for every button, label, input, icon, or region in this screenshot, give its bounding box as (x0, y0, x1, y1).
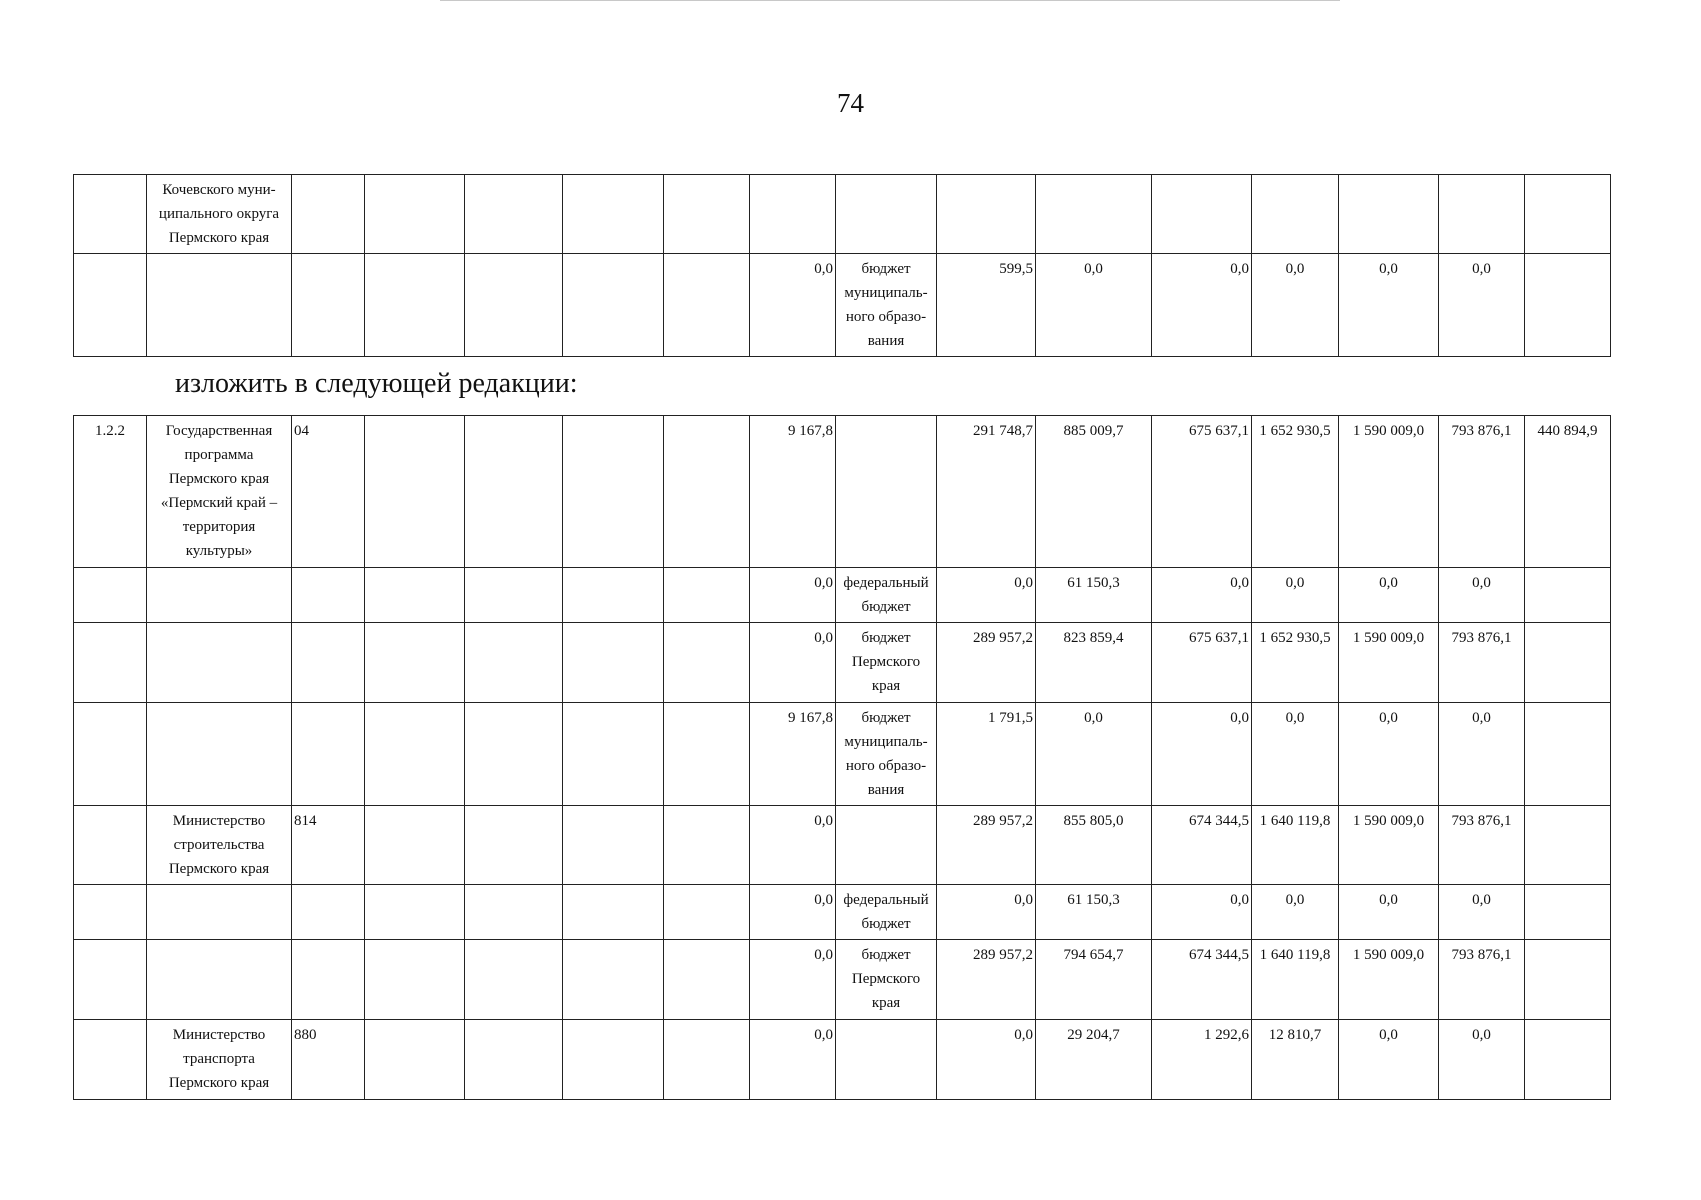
old-table-cell (1339, 175, 1439, 254)
new-table-row (74, 623, 1611, 703)
new-table-cell (465, 1020, 563, 1100)
new-table-row (74, 703, 1611, 806)
new-table-row (74, 806, 1611, 885)
new-table-cell: 0,0 (1439, 568, 1525, 623)
old-table-cell (365, 254, 465, 357)
new-table-cell (365, 940, 465, 1020)
old-table-cell (1439, 175, 1525, 254)
new-table-cell: 0,0 (750, 806, 836, 885)
new-table-cell: 814 (292, 806, 365, 885)
old-table-cell (1525, 254, 1611, 357)
new-table-cell: Министерство транспорта Пермского края (147, 1020, 292, 1100)
new-version-table (73, 415, 1611, 1100)
top-edge-line (440, 0, 1340, 1)
new-table-cell: федеральный бюджет (836, 568, 937, 623)
new-table-cell (563, 806, 664, 885)
new-table-cell: 291 748,7 (937, 416, 1036, 568)
new-table-cell: 0,0 (1439, 703, 1525, 806)
old-table-cell: бюджет муниципаль-ного образо-вания (836, 254, 937, 357)
new-table-row (74, 416, 1611, 568)
new-table-cell (365, 806, 465, 885)
old-table-cell (664, 175, 750, 254)
new-table-cell (563, 940, 664, 1020)
new-table-cell: 0,0 (1252, 703, 1339, 806)
new-table-cell (563, 703, 664, 806)
old-version-table (73, 174, 1611, 357)
old-table-cell (74, 175, 147, 254)
new-table-cell: 0,0 (750, 885, 836, 940)
old-table-cell (365, 175, 465, 254)
old-table-row (74, 254, 1611, 357)
new-table-cell (664, 1020, 750, 1100)
new-table-cell (664, 885, 750, 940)
new-table-cell: 793 876,1 (1439, 806, 1525, 885)
new-table-cell (292, 885, 365, 940)
new-table-cell: 0,0 (1152, 703, 1252, 806)
new-table-cell (465, 885, 563, 940)
old-table-cell (465, 254, 563, 357)
new-table-cell: 0,0 (1339, 703, 1439, 806)
new-table-cell (465, 623, 563, 703)
old-table-cell (147, 254, 292, 357)
new-table-cell: 0,0 (937, 885, 1036, 940)
new-table-cell (74, 703, 147, 806)
new-table-cell: 289 957,2 (937, 940, 1036, 1020)
new-table-cell: Министерство строительства Пермского края (147, 806, 292, 885)
new-table-cell: 880 (292, 1020, 365, 1100)
new-table-cell: 0,0 (1439, 885, 1525, 940)
new-table-cell: 675 637,1 (1152, 623, 1252, 703)
new-table-cell (365, 885, 465, 940)
new-table-cell (74, 940, 147, 1020)
old-table-cell (74, 254, 147, 357)
old-table-cell (563, 254, 664, 357)
new-table-cell: 1 652 930,5 (1252, 416, 1339, 568)
new-table-cell: 0,0 (750, 568, 836, 623)
new-table-cell: 0,0 (1339, 1020, 1439, 1100)
page-number: 74 (837, 88, 864, 118)
new-table-cell: 289 957,2 (937, 623, 1036, 703)
old-table-cell (1152, 175, 1252, 254)
new-table-cell (563, 623, 664, 703)
new-table-cell (1525, 1020, 1611, 1100)
new-table-row (74, 1020, 1611, 1100)
new-table-cell (147, 703, 292, 806)
new-table-cell: 9 167,8 (750, 416, 836, 568)
amendment-heading: изложить в следующей редакции: (175, 368, 578, 399)
old-table-cell (563, 175, 664, 254)
new-table-cell (74, 623, 147, 703)
new-table-cell: 674 344,5 (1152, 940, 1252, 1020)
old-table-cell: 0,0 (1036, 254, 1152, 357)
old-table-cell (664, 254, 750, 357)
new-table-cell (664, 623, 750, 703)
new-table-cell: 9 167,8 (750, 703, 836, 806)
new-table-cell: 1 590 009,0 (1339, 806, 1439, 885)
old-table-cell: 0,0 (1252, 254, 1339, 357)
new-table-cell: 1 640 119,8 (1252, 806, 1339, 885)
new-table-cell: бюджет Пермского края (836, 940, 937, 1020)
new-table-cell: 0,0 (1152, 885, 1252, 940)
old-table-cell: 0,0 (1439, 254, 1525, 357)
new-table-cell: 1 640 119,8 (1252, 940, 1339, 1020)
new-table-cell: 0,0 (1439, 1020, 1525, 1100)
new-table-cell: 1.2.2 (74, 416, 147, 568)
new-table-cell (664, 416, 750, 568)
new-table-cell: 61 150,3 (1036, 885, 1152, 940)
new-table-cell (836, 416, 937, 568)
new-table-cell: Государственная программа Пермского края «Пермский край – территория культуры» (147, 416, 292, 568)
new-table-cell: 0,0 (750, 623, 836, 703)
new-table-cell: 0,0 (750, 1020, 836, 1100)
new-table-cell: 1 292,6 (1152, 1020, 1252, 1100)
new-table-cell (292, 623, 365, 703)
new-table-cell (74, 1020, 147, 1100)
new-table-cell: 289 957,2 (937, 806, 1036, 885)
new-table-cell (74, 568, 147, 623)
new-table-cell (465, 703, 563, 806)
new-table-cell: 0,0 (1339, 568, 1439, 623)
new-table-cell (365, 703, 465, 806)
new-table-cell (664, 703, 750, 806)
new-table-cell: 855 805,0 (1036, 806, 1152, 885)
old-table-cell (1525, 175, 1611, 254)
new-table-cell (563, 416, 664, 568)
new-table-cell: 1 590 009,0 (1339, 940, 1439, 1020)
new-table-cell (465, 940, 563, 1020)
new-table-cell: 675 637,1 (1152, 416, 1252, 568)
new-table-cell: 0,0 (1036, 703, 1152, 806)
new-table-row (74, 885, 1611, 940)
old-table-cell: 0,0 (1152, 254, 1252, 357)
new-table-cell: 0,0 (937, 1020, 1036, 1100)
new-table-cell (1525, 885, 1611, 940)
new-table-cell: 04 (292, 416, 365, 568)
new-table-cell: 794 654,7 (1036, 940, 1152, 1020)
new-table-cell (147, 885, 292, 940)
new-table-cell (465, 416, 563, 568)
new-table-cell: 823 859,4 (1036, 623, 1152, 703)
new-table-cell: федеральный бюджет (836, 885, 937, 940)
new-table-cell (1525, 568, 1611, 623)
new-table-cell: 793 876,1 (1439, 416, 1525, 568)
new-table-cell: 793 876,1 (1439, 940, 1525, 1020)
new-table-cell (292, 703, 365, 806)
new-table-cell (465, 806, 563, 885)
new-table-cell: 29 204,7 (1036, 1020, 1152, 1100)
old-table-cell (465, 175, 563, 254)
new-table-cell (1525, 623, 1611, 703)
new-table-cell: 0,0 (1252, 568, 1339, 623)
old-table-cell: 0,0 (750, 254, 836, 357)
old-table-cell (1252, 175, 1339, 254)
new-table-cell: 61 150,3 (1036, 568, 1152, 623)
old-table-cell: Кочевского муни-ципального округа Пермского края (147, 175, 292, 254)
new-table-cell (1525, 703, 1611, 806)
new-table-cell: бюджет Пермского края (836, 623, 937, 703)
old-table-cell (937, 175, 1036, 254)
new-table-cell: 0,0 (1252, 885, 1339, 940)
new-table-cell (365, 1020, 465, 1100)
old-table-cell: 599,5 (937, 254, 1036, 357)
new-table-cell: 674 344,5 (1152, 806, 1252, 885)
new-table-cell: 1 791,5 (937, 703, 1036, 806)
new-table-cell: 885 009,7 (1036, 416, 1152, 568)
old-table-cell: 0,0 (1339, 254, 1439, 357)
new-table-cell (365, 623, 465, 703)
new-table-cell (365, 568, 465, 623)
new-table-cell (365, 416, 465, 568)
new-table-cell (664, 806, 750, 885)
new-table-cell: 0,0 (750, 940, 836, 1020)
new-table-cell: 0,0 (1152, 568, 1252, 623)
new-table-cell (664, 940, 750, 1020)
old-table-cell (1036, 175, 1152, 254)
new-table-cell (292, 940, 365, 1020)
new-table-cell (147, 623, 292, 703)
new-table-cell: 440 894,9 (1525, 416, 1611, 568)
old-table-cell (750, 175, 836, 254)
new-table-cell: 0,0 (1339, 885, 1439, 940)
new-table-cell: бюджет муниципаль-ного образо-вания (836, 703, 937, 806)
new-table-cell (147, 568, 292, 623)
new-table-cell (836, 1020, 937, 1100)
new-table-cell: 793 876,1 (1439, 623, 1525, 703)
old-table-row (74, 175, 1611, 254)
new-table-cell: 12 810,7 (1252, 1020, 1339, 1100)
new-table-cell (563, 885, 664, 940)
new-table-cell: 0,0 (937, 568, 1036, 623)
new-table-cell (836, 806, 937, 885)
new-table-row (74, 568, 1611, 623)
new-table-cell (465, 568, 563, 623)
new-table-row (74, 940, 1611, 1020)
new-table-cell (1525, 806, 1611, 885)
new-table-cell (74, 806, 147, 885)
new-table-cell (563, 568, 664, 623)
new-table-cell: 1 590 009,0 (1339, 623, 1439, 703)
new-table-cell (292, 568, 365, 623)
new-table-cell: 1 590 009,0 (1339, 416, 1439, 568)
old-table-cell (836, 175, 937, 254)
new-table-cell (1525, 940, 1611, 1020)
new-table-cell (74, 885, 147, 940)
new-table-cell (664, 568, 750, 623)
old-table-cell (292, 254, 365, 357)
new-table-cell: 1 652 930,5 (1252, 623, 1339, 703)
new-table-cell (147, 940, 292, 1020)
new-table-cell (563, 1020, 664, 1100)
old-table-cell (292, 175, 365, 254)
